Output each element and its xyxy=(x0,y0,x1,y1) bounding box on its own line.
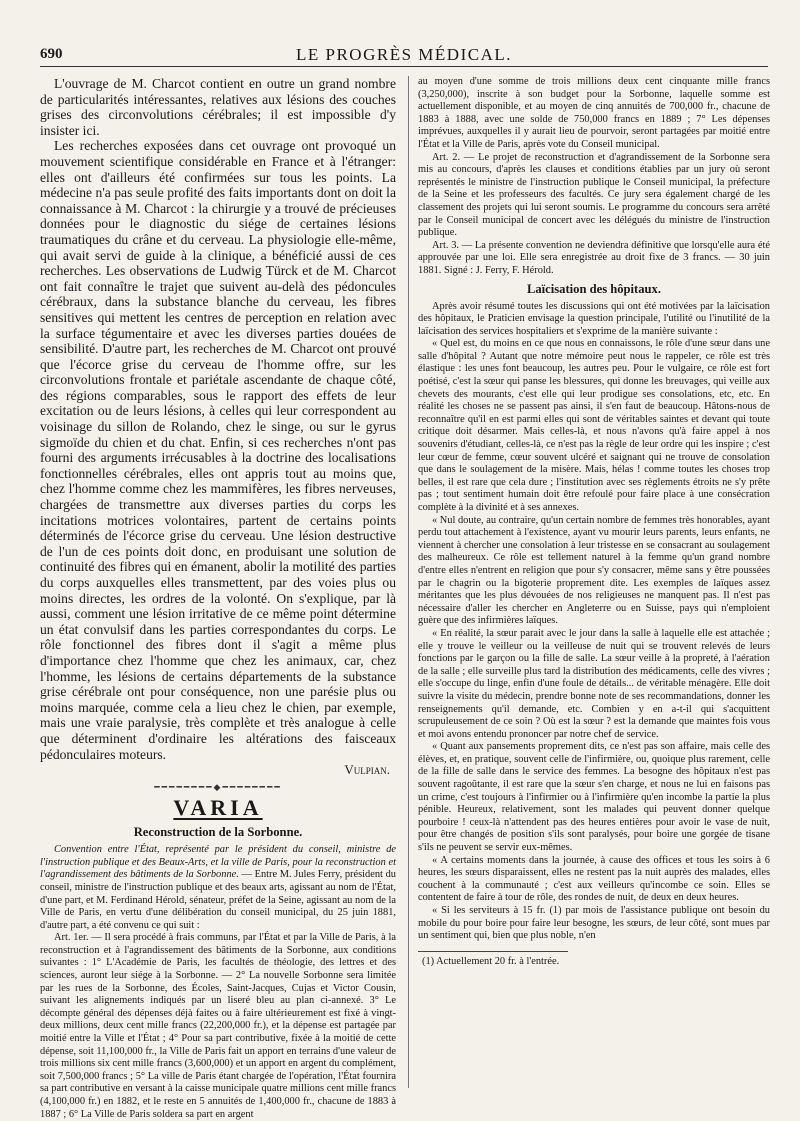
article-paragraph: « Quel est, du moins en ce que nous en connaissons, le rôle d'une sœur dans une salle d'hôpital ? Autant que notre mémoire peut nous le rappeler, ce rôle est très élastique : les unes font beaucoup, les autres peu. Pour le vulgaire, ce rôle est fort poétisé, c'est la sœur qui panse les blessures, qui donne les breuvages, qui veille aux chevets des mourants, c'est elle qui leur prodigue ses consolations, etc, etc. En réalité les choses ne se passent pas ainsi, il s'en faut de beaucoup. Hâtons-nous de reconnaître qu'il en est parmi elles qui sont de véritables saintes et devant qui toute critique doit désarmer. Mais celles-là, et nous n'avons qu'à faire appel à nos souvenirs d'étudiant, celles-là, ce n'est pas la règle de leur ordre qui les inspire ; c'est leur cœur de femme, cœur souvent ulcéré et saignant qui ne trouve de consolation que dans le soulagement de la misère. Mais, hélas ! comme toutes les choses trop belles, il est rare que cela dure ; l'institution avec ses règlements étroits ne s'y prête pas ; tout sentiment humain doit être refoulé pour faire place à une consécration complète à la divinité et à ses annexes. xyxy=(418,338,770,513)
footnote-rule xyxy=(418,951,568,952)
varia-section-header xyxy=(40,782,396,821)
sorbonne-convention-continued xyxy=(418,76,770,278)
right-column xyxy=(418,76,770,1088)
convention-text: — Entre M. Jules Ferry, président du conseil, ministre de l'instruction publique et des beaux arts, agissant au nom de l'État, d'une part, et M. Ferdinand Hérold, sénateur, préfet de la Seine, agissant au nom de la Ville de Paris, en vertu d'une délibération du conseil municipal, du 25 juin 1881, d'autre part, a été convenu ce qui suit : xyxy=(40,869,396,931)
charcot-article xyxy=(40,76,396,762)
convention-continuation: au moyen d'une somme de trois millions deux cent cinquante mille francs (3,250,000), inscrite à son budget pour la Sorbonne, laquelle somme est actuellement disponible, et au moyen de cinq annuités de 700,000 fr., chacune de 1883 à 1888, avec une solde de 750,000 francs en 1889 ; 7° Les dépenses imprévues, auxquelles il y aurait lieu de pourvoir, seront partagées par moitié entre l'État et la Ville de Paris, après vote du Conseil municipal. xyxy=(418,76,770,150)
article-paragraph: « Si les serviteurs à 15 fr. (1) par mois de l'assistance publique ont besoin du mobile du pour boire pour faire leur besogne, les sœurs, de leur côté, sont mues par un sentiment qui, bien que plus noble, n'en xyxy=(418,905,770,942)
page-header xyxy=(40,44,768,67)
sorbonne-convention xyxy=(40,844,396,1121)
column-divider xyxy=(408,76,409,1088)
running-title: LE PROGRÈS MÉDICAL. xyxy=(296,45,512,64)
article-paragraph: Après avoir résumé toutes les discussions qui ont été motivées par la laïcisation des hôpitaux, le Praticien envisage la question principale, l'utilité ou l'inutilité de la laïcisation des services hospitaliers et s'exprime de la manière suivante : xyxy=(418,300,770,337)
article-paragraph: L'ouvrage de M. Charcot contient en outre un grand nombre de particularités intéressantes, relatives aux lésions des couches grises des circonvolutions cérébrales; il est impossible d'y insister ici. xyxy=(40,76,396,138)
article-1: Art. 1er. — Il sera procédé à frais communs, par l'État et par la Ville de Paris, à la reconstruction et à l'agrandissement des bâtiments de la Sorbonne, aux conditions suivantes : 1° L'Académie de Paris, les facultés de théologie, des lettres et des sciences, auront leur siége à la Sorbonne. — 2° La nouvelle Sorbonne sera limitée par les rues de la Sorbonne, des Écoles, Saint-Jacques, Cujas et Victor Cousin, suivant les alignements indiqués par un liseré bleu au plan ci-annexé. 3° Le décompte général des dépenses déjà faites ou à faire ultérieurement est fixé à vingt-deux millions, deux cent mille francs (22,200,000 fr.), et la dépense est partagée par moitié entre la Ville et l'État ; 4° Pour sa part contributive, fixée à la moitié de cette dépense, soit 11,100,000 fr., la Ville de Paris fait un apport en terrains d'une valeur de trois millions six cent mille francs (3,600,000) et un apport en argent du complément, soit 7,500,000 francs ; 5° La ville de Paris étant chargée de l'opération, l'État fournira sa part contributive en versant à la caisse municipale quatre millions cent mille francs (4,100,000 fr.) en 1882, et le reste en 5 annuités de 1,400,000 fr., chacune de 1883 à 1887 ; 6° La Ville de Paris soldera sa part en argent xyxy=(40,932,396,1120)
article-2: Art. 2. — Le projet de reconstruction et d'agrandissement de la Sorbonne sera mis au concours, d'après les clauses et conditions établies par un jury où seront représentés le ministre de l'instruction publique le Conseil municipal, la préfecture de la Seine et les professeurs des facultés. Ce jury sera également chargé de les classement des projets qui lui seront soumis. Le programme du concours sera arrêté par le Conseil municipal de concert avec les délégués du ministre de l'instruction publique. xyxy=(418,151,770,239)
section-heading-laicisation: Laïcisation des hôpitaux. xyxy=(526,281,661,296)
article-paragraph: Les recherches exposées dans cet ouvrage ont provoqué un mouvement scientifique considérable en France et à l'étranger: elles ont d'ailleurs été confirmées sur tous les points. La médecine n'a pas seule profité des faits importants dont on doit la connaissance à M. Charcot : la chirurgie y a trouvé de précieuses données pour le diagnostic du siége de certaines lésions traumatiques du crâne et du cerveau. La physiologie elle-même, qui avait servi de guide à la clinique, a bénéficié aussi de ces recherches. Les observations de Ludwig Türck et de M. Charcot ont fait connaître le trajet que suivent au-delà des pédoncules cérébraux, dans la substance blanche du cerveau, les fibres sensitives qui mettent les centres de perception en relation avec la surface tégumentaire et avec les diverses parties douées de sensibilité. D'autre part, les recherches de M. Charcot ont prouvé que l'écorce grise du cerveau de l'homme offre, sur les circonvolutions frontale et pariétale ascendante de chaque côté, des régions comparables, sous le rapport des effets de leur excitation ou de leurs lésions, à celles qui leur correspondent au voisinage du sillon de Rolando, chez le singe, ou sur le gyrus sigmoïde du chien et du chat. Enfin, si ces recherches n'ont pas fourni des arguments irrécusables à la doctrine des localisations fonctionnelles cérébrales, elles ont appris tout au moins que, chez l'homme comme chez les mammifères, les fibres nerveuses, chargées de transmettre aux diverses parties du corps les incitations motrices volontaires, partent de certains points déterminés de l'écorce grise du cerveau. Une lésion destructive de l'un de ces points doit donc, en produisant une solution de continuité des fibres qui en émanent, abolir la motilité des parties du corps auxquelles elles transmettent, par des voies plus ou moins directes, les ordres de la volonté. On s'explique, par là aussi, comment une lésion irritative de ce même point détermine un état convulsif dans les parties correspondantes du corps. Le rôle fonctionnel des fibres dont il s'agit a même plus d'importance chez l'homme que chez les animaux, car, chez l'homme, les lésions de certains départements de la substance grise cérébrale ont pour conséquence, non une parésie plus ou moins marquée, comme cela a lieu chez le chien, par exemple, mais une vraie paralysie, très complète et très analogue à celle que déterminent d'ordinaire les altérations des faisceaux pédonculaires moteurs. xyxy=(40,138,396,762)
left-column xyxy=(40,76,396,1120)
varia-title: VARIA xyxy=(173,795,263,821)
ornament-rule: ━━━━━━━━◆━━━━━━━━ xyxy=(154,782,282,793)
article-paragraph: « Nul doute, au contraire, qu'un certain nombre de femmes très honorables, ayant perdu tout attachement à l'existence, ayant vu mourir leurs parents, leurs enfants, ne viennent à chercher une consolation à leur tristesse en se consacrant au soulagement des malheureux. Ce rôle est tellement naturel à la femme qu'un grand nombre d'entre elles n'entrent en religion que pour s'y consacrer, même sans y être poussées par le chagrin ou la bigoterie proprement dite. Les exemples de laïques assez méritantes que les plus dévouées de nos religieuses ne manquent pas. Il n'est pas nécessaire d'aller les chercher en Angleterre ou en Suisse, pays qui n'emploient guère que des infirmières laïques. xyxy=(418,514,771,627)
article-paragraph: « Quant aux pansements proprement dits, ce n'est pas son affaire, mais celle des élèves, et, en pratique, souvent celle de l'infirmière, ou, quoique plus rarement, celle de la fille de salle dans le service des femmes. La besogne des hôpitaux n'est pas souvent ragoûtante, il est rare que la sœur s'en charge, et nous ne lui en faisons pas un crime, c'est toujours à l'infirmier ou à l'infirmière qu'en incombe la partie la plus pénible. Heureux, relativement, sont les malades qui peuvent donner quelque pourboire ! ceux-là n'attendent pas des heures entières pour avoir le vase de nuit, pour être changés de position s'ils sont paralysés, pour boire une gorgée de tisane s'ils ne peuvent se servir eux-mêmes. xyxy=(418,741,770,854)
footnote: (1) Actuellement 20 fr. à l'entrée. xyxy=(422,955,560,967)
article-paragraph: « A certains moments dans la journée, à cause des offices et tous les soirs à 6 heures, les sœurs disparaissent, elles ne restent pas la nuit auprès des malades, elles couchent à la communauté ; c'est aux veilleurs qu'incombe ce soin. Elles se contentent de faire à tour de rôle, des rondes de nuit, de deux en deux heures. xyxy=(418,854,770,904)
section-heading-sorbonne: Reconstruction de la Sorbonne. xyxy=(133,825,303,840)
convention-title: Convention entre l'État, représenté par le président du conseil, ministre de l'instruction publique et des Beaux-Arts, et la ville de Paris, pour la reconstruction et l'agrandissement des bâtiments de la Sorbonne. xyxy=(40,844,396,881)
article-3: Art. 3. — La présente convention ne deviendra définitive que lorsqu'elle aura été approuvée par une loi. Elle sera enregistrée au droit fixe de 3 francs. — 30 juin 1881. Signé : J. Ferry, F. Hérold. xyxy=(418,239,770,276)
article-paragraph: « En réalité, la sœur parait avec le jour dans la salle à laquelle elle est attachée ; elle y trouve le veilleur ou la veilleuse de nuit qui se trouvent relevés de leurs fonctions par le garçon ou la fille de salle. La sœur veille à la propreté, à l'aération de la salle ; elle surveille plus tard la distribution des médicaments, celle des vivres ; elle s'occupe du linge, enfin d'une foule de détails... de véritable ménagère. Elle doit suivre la visite du médecin, prendre bonne note de ses recommandations, donner les renseignements qu'il demande, etc. Combien y en a-t-il qui s'acquittent scrupuleusement de ce soin ? Où est la sœur ? est la demande que maintes fois vous et moi avons entendu prononcer par notre chef de service. xyxy=(418,627,770,740)
page-number: 690 xyxy=(40,46,63,62)
convention-paragraph xyxy=(40,844,396,932)
author-signature: Vulpian. xyxy=(344,762,390,778)
laicisation-article xyxy=(418,301,770,969)
